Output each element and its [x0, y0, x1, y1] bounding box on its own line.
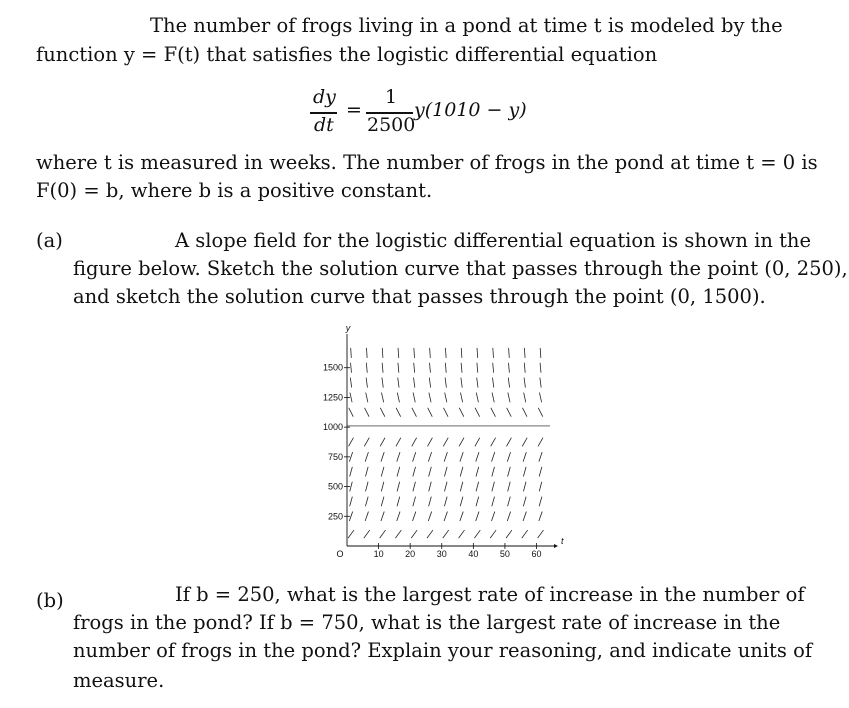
slope-segment — [508, 482, 511, 492]
slope-segment — [443, 408, 448, 417]
slope-segment — [524, 348, 525, 358]
slope-segment — [398, 378, 399, 388]
slope-segment — [474, 530, 480, 538]
slope-segment — [396, 438, 401, 447]
slope-segment — [397, 482, 400, 492]
slope-segment — [476, 393, 478, 403]
slope-segment — [461, 378, 462, 388]
slope-segment — [397, 452, 400, 461]
slope-segment — [444, 467, 447, 477]
part-a-label: (a) — [36, 229, 63, 252]
slope-segment — [475, 438, 480, 447]
slope-segment — [382, 393, 384, 403]
slope-segment — [443, 438, 448, 447]
slope-segment — [427, 530, 433, 538]
slope-segment — [429, 497, 432, 507]
slope-segment — [398, 348, 399, 358]
chart-axes — [347, 334, 558, 548]
slope-segment — [507, 512, 510, 521]
slope-segment — [491, 438, 496, 447]
slope-segment — [396, 408, 401, 417]
slope-segment — [397, 497, 400, 507]
slope-segment — [397, 512, 400, 521]
slope-segment — [380, 530, 386, 538]
slope-segment — [381, 512, 384, 521]
slope-segment — [508, 378, 509, 388]
slope-segment — [539, 393, 541, 403]
slope-segment — [350, 393, 352, 403]
slope-segment — [414, 378, 415, 388]
slope-segment — [540, 378, 541, 388]
slope-segment — [492, 452, 495, 461]
slope-segment — [475, 408, 480, 417]
slope-segment — [350, 378, 351, 388]
slope-segment — [506, 438, 511, 447]
slope-segment — [395, 530, 401, 538]
y-tick-label: 500 — [327, 481, 343, 492]
slope-segment — [398, 363, 399, 373]
slope-segment — [477, 363, 478, 373]
slope-segment — [491, 512, 494, 521]
slope-segment — [522, 438, 527, 447]
slope-segment — [380, 438, 385, 447]
part-b-line-2: frogs in the pond? If b = 750, what is the largest rate of increase in the — [73, 611, 781, 634]
slope-segment — [430, 348, 431, 358]
slope-segment — [429, 482, 432, 492]
slope-segment — [459, 530, 465, 538]
slope-segment — [381, 467, 384, 477]
slope-segment — [459, 438, 464, 447]
slope-segment — [492, 393, 494, 403]
x-tick-label: 60 — [531, 549, 542, 559]
slope-segment — [380, 408, 385, 417]
slope-segment — [366, 393, 368, 403]
intro-line-1: The number of frogs living in a pond at time t is modeled by the — [150, 14, 783, 37]
slope-segment — [428, 452, 431, 461]
slope-segment — [428, 408, 433, 417]
slope-segment — [506, 530, 512, 538]
slope-segment — [538, 530, 544, 538]
slope-segment — [364, 438, 369, 447]
y-tick-label: 1000 — [322, 422, 343, 433]
slope-segment — [413, 497, 416, 507]
slope-segment — [444, 497, 447, 507]
part-b-line-3: number of frogs in the pond? Explain your reasoning, and indicate units of — [73, 639, 813, 662]
x-tick-label: 30 — [436, 549, 447, 559]
slope-segment — [413, 393, 415, 403]
slope-segment — [508, 393, 510, 403]
eq-equals-sign: = — [346, 99, 362, 121]
slope-segment — [365, 497, 368, 507]
slope-segment — [538, 438, 543, 447]
slope-segment — [428, 512, 431, 521]
slope-segments — [348, 348, 543, 538]
slope-segment — [445, 363, 446, 373]
slope-segment — [540, 363, 541, 373]
slope-segment — [365, 512, 368, 521]
slope-segment — [538, 408, 543, 417]
slope-segment — [381, 452, 384, 461]
eq-rhs-tail: y(1010 − y) — [414, 99, 527, 121]
slope-segment — [492, 467, 495, 477]
slope-segment — [523, 497, 526, 507]
part-a-line-3: and sketch the solution curve that passes through the point (0, 1500). — [73, 285, 766, 308]
slope-segment — [539, 512, 542, 521]
slope-segment — [382, 348, 383, 358]
slope-segment — [460, 497, 463, 507]
slope-segment — [476, 467, 479, 477]
part-b-line-4: measure. — [73, 669, 165, 692]
slope-segment — [411, 530, 417, 538]
slope-segment — [523, 452, 526, 461]
slope-segment — [524, 378, 525, 388]
part-b-label: (b) — [36, 589, 64, 612]
slope-segment — [476, 512, 479, 521]
slope-segment — [381, 497, 384, 507]
part-b-line-1: If b = 250, what is the largest rate of increase in the number of — [175, 583, 805, 606]
slope-segment — [508, 363, 509, 373]
slope-segment — [351, 348, 352, 358]
slope-segment — [429, 467, 432, 477]
slope-segment — [351, 363, 352, 373]
slope-segment — [428, 438, 433, 447]
eq-rhs-numerator: 1 — [385, 86, 398, 108]
slope-segment — [492, 482, 495, 492]
slope-segment — [539, 482, 542, 492]
slope-segment — [460, 467, 463, 477]
y-tick-label: 1250 — [322, 392, 343, 403]
slope-segment — [350, 497, 353, 507]
slope-segment — [493, 348, 494, 358]
slope-segment — [444, 512, 447, 521]
slope-segment — [507, 408, 512, 417]
y-tick-label: 750 — [327, 451, 343, 462]
slope-segment — [490, 530, 496, 538]
slope-segment — [430, 363, 431, 373]
eq-lhs-denominator: dt — [314, 114, 334, 136]
slope-segment — [461, 348, 462, 358]
chart-ticks — [323, 323, 564, 559]
x-tick-label: 40 — [468, 549, 479, 559]
slope-segment — [460, 393, 462, 403]
slope-segment — [429, 378, 430, 388]
slope-segment — [476, 497, 479, 507]
eq-lhs-numerator: dy — [313, 86, 336, 108]
slope-segment — [522, 408, 527, 417]
slope-segment — [413, 482, 416, 492]
slope-segment — [476, 482, 479, 492]
y-axis-label: y — [345, 323, 351, 333]
intro-line-4: F(0) = b, where b is a positive constant. — [36, 179, 433, 202]
slope-segment — [350, 482, 353, 492]
slope-segment — [523, 482, 526, 492]
slope-segment — [366, 378, 367, 388]
slope-segment — [443, 530, 449, 538]
slope-segment — [414, 363, 415, 373]
slope-segment — [366, 348, 367, 358]
slope-segment — [477, 378, 478, 388]
slope-segment — [459, 408, 464, 417]
slope-segment — [492, 378, 493, 388]
intro-line-2: function y = F(t) that satisfies the logistic differential equation — [36, 43, 658, 66]
slope-segment — [460, 512, 463, 521]
slope-segment — [461, 363, 462, 373]
slope-segment — [412, 408, 417, 417]
slope-segment — [444, 452, 447, 461]
slope-segment — [412, 438, 417, 447]
part-a-line-1: A slope field for the logistic differential equation is shown in the — [175, 229, 812, 252]
x-tick-label: 50 — [499, 549, 510, 559]
slope-segment — [445, 348, 446, 358]
slope-segment — [523, 512, 526, 521]
slope-segment — [477, 348, 478, 358]
x-axis-label: t — [561, 536, 564, 546]
slope-segment — [348, 530, 354, 538]
slope-segment — [445, 393, 447, 403]
slope-segment — [460, 452, 463, 461]
slope-segment — [476, 452, 479, 461]
y-tick-label: 250 — [327, 511, 343, 522]
slope-segment — [540, 348, 541, 358]
eq-rhs-denominator: 2500 — [367, 114, 416, 136]
slope-segment — [365, 452, 368, 461]
slope-segment — [539, 497, 542, 507]
slope-segment — [350, 467, 353, 477]
slope-segment — [382, 363, 383, 373]
slope-segment — [524, 393, 526, 403]
slope-segment — [413, 467, 416, 477]
slope-segment — [429, 393, 431, 403]
slope-segment — [364, 530, 370, 538]
slope-segment — [445, 482, 448, 492]
slope-segment — [493, 363, 494, 373]
origin-label: O — [336, 549, 344, 559]
slope-segment — [491, 408, 496, 417]
slope-segment — [445, 378, 446, 388]
x-axis-arrow — [554, 544, 558, 548]
slope-segment — [509, 348, 510, 358]
slope-segment — [414, 348, 415, 358]
slope-field-chart — [300, 322, 564, 562]
slope-segment — [522, 530, 528, 538]
slope-segment — [539, 467, 542, 477]
slope-segment — [460, 482, 463, 492]
slope-segment — [365, 408, 370, 417]
slope-segment — [524, 363, 525, 373]
part-a-line-2: figure below. Sketch the solution curve that passes through the point (0, 250), — [73, 257, 848, 280]
intro-line-3: where t is measured in weeks. The number of frogs in the pond at time t = 0 is — [36, 151, 818, 174]
x-tick-label: 10 — [373, 549, 384, 559]
slope-segment — [413, 452, 416, 461]
slope-segment — [492, 497, 495, 507]
slope-segment — [539, 452, 542, 461]
slope-segment — [382, 378, 383, 388]
slope-segment — [508, 497, 511, 507]
slope-segment — [507, 452, 510, 461]
slope-segment — [365, 467, 368, 477]
slope-segment — [349, 408, 354, 417]
slope-segment — [366, 363, 367, 373]
slope-segment — [413, 512, 416, 521]
slope-segment — [508, 467, 511, 477]
slope-segment — [366, 482, 369, 492]
slope-segment — [381, 482, 384, 492]
y-tick-label: 1500 — [322, 362, 343, 373]
slope-segment — [397, 393, 399, 403]
slope-segment — [349, 438, 354, 447]
x-tick-label: 20 — [405, 549, 416, 559]
slope-segment — [397, 467, 400, 477]
slope-segment — [523, 467, 526, 477]
